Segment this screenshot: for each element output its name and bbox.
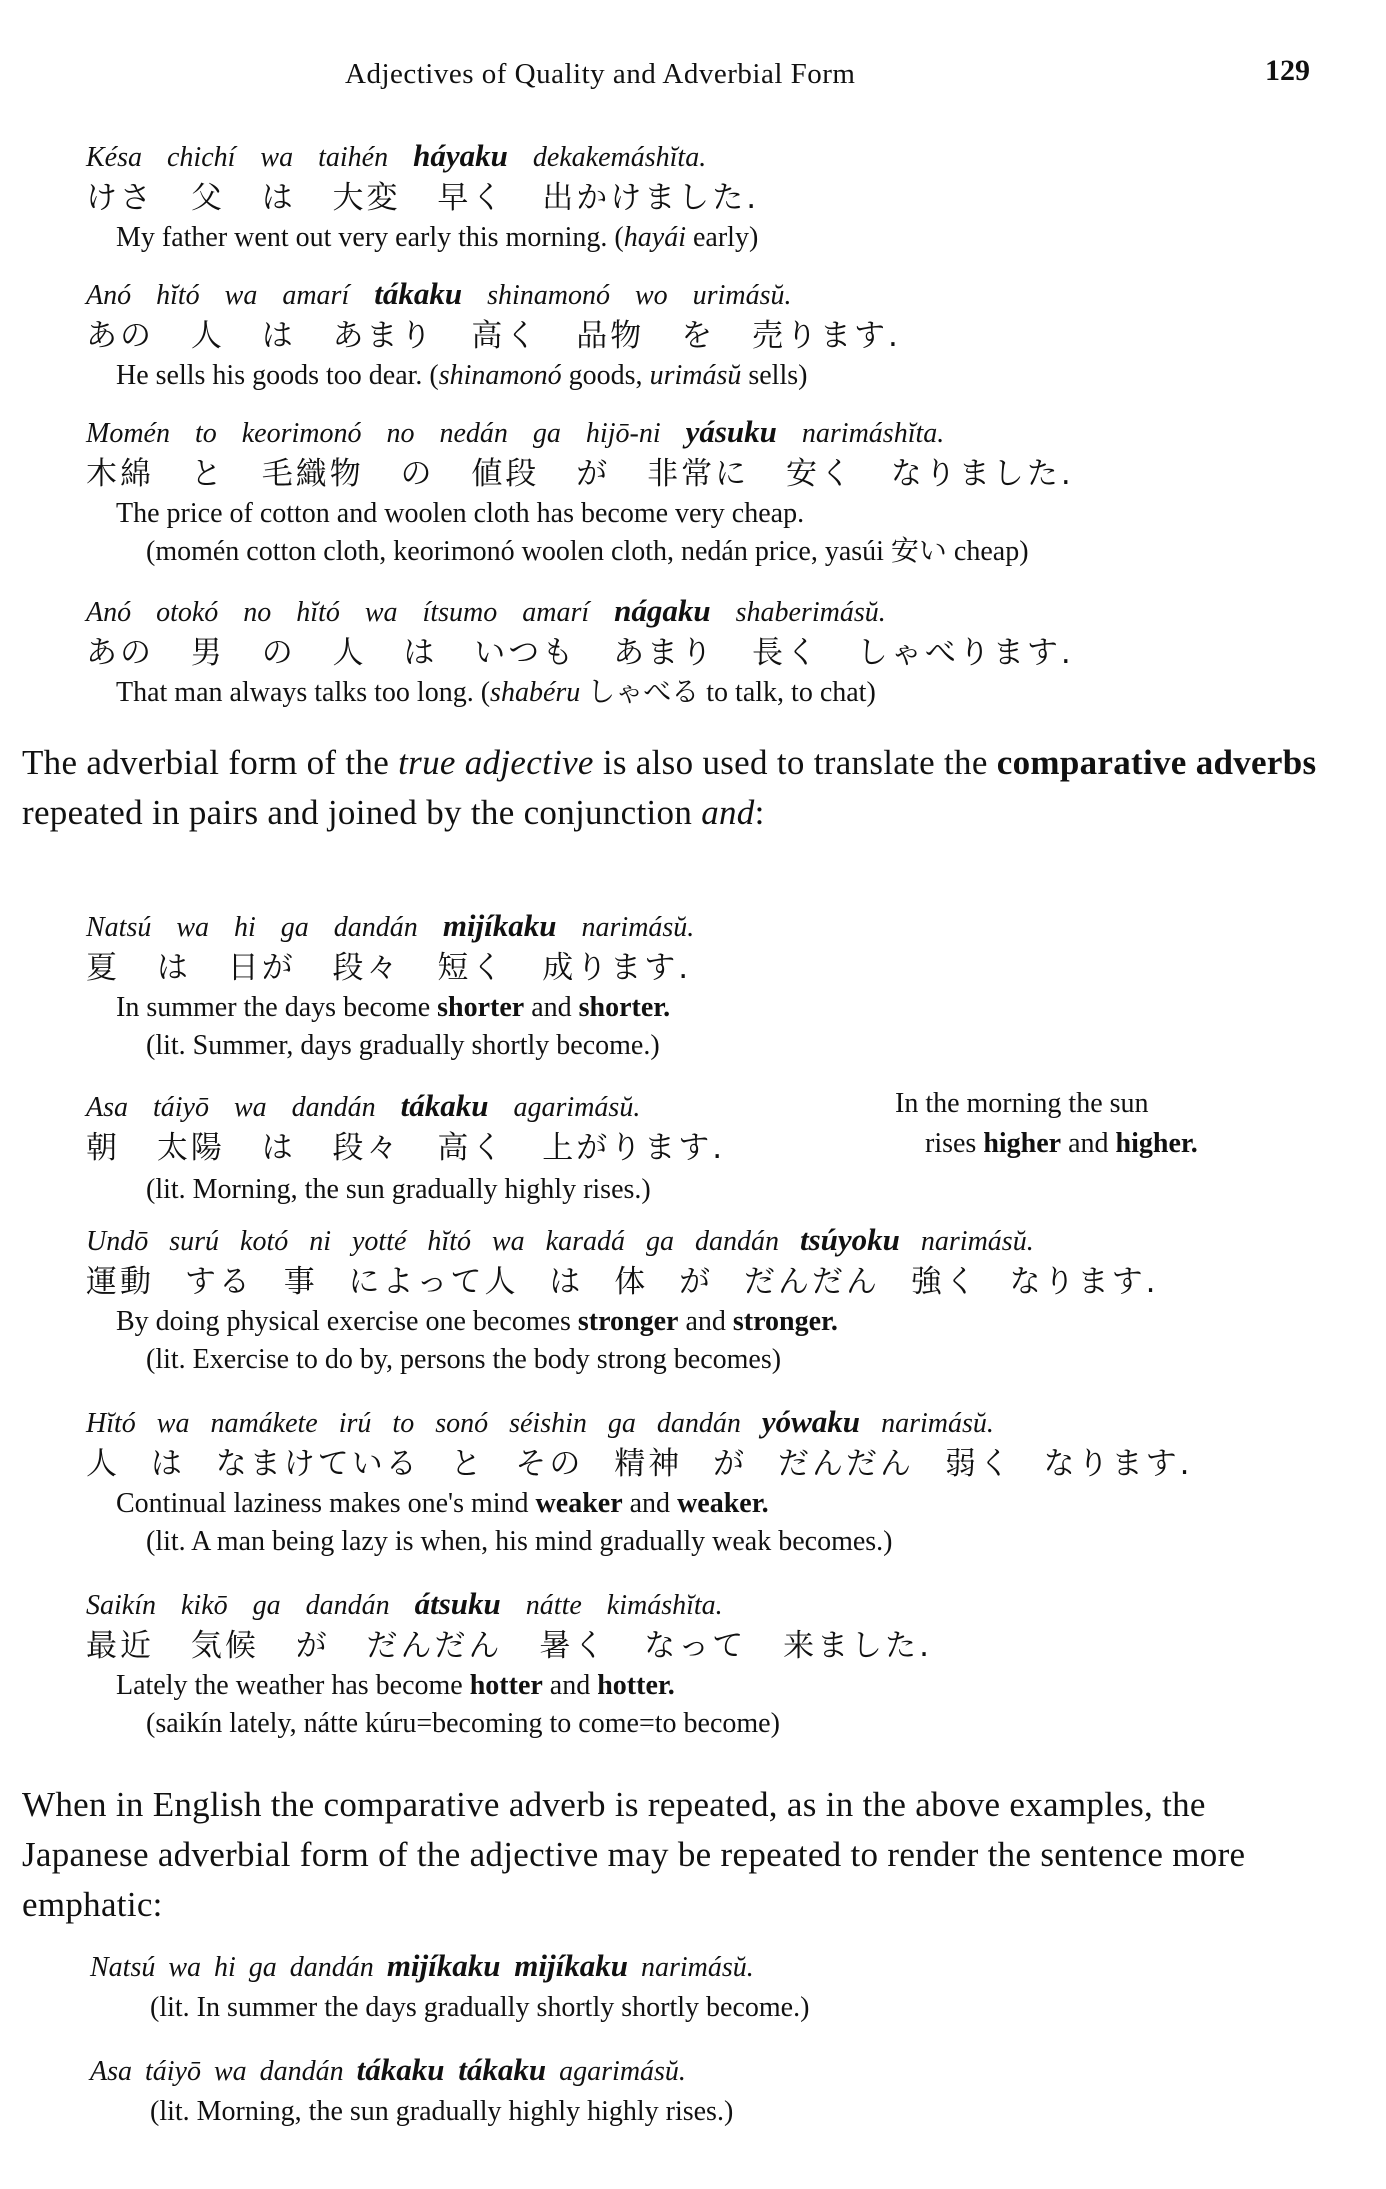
gloss-line: (lit. Exercise to do by, persons the body strong becomes) (146, 1344, 782, 1375)
romaji-line: Asa táiyō wa dandán tákaku tákaku agarimásŭ. (90, 2052, 686, 2087)
example-mijikaku (86, 908, 694, 1066)
running-header: Adjectives of Quality and Adverbial Form (345, 58, 856, 90)
english-line: By doing physical exercise one becomes stronger and stronger. (116, 1306, 838, 1337)
romaji-line: Asa táiyō wa dandán tákaku agarimásŭ. (86, 1088, 641, 1123)
example-takaku-2 (86, 1088, 725, 1210)
japanese-line: 木綿 と 毛織物 の 値段 が 非常に 安く なりました. (86, 456, 1074, 492)
english-line: The price of cotton and woolen cloth has become very cheap. (116, 498, 805, 529)
key-adverb: yásuku (685, 414, 777, 449)
gloss-line: (lit. Morning, the sun gradually highly highly rises.) (150, 2096, 734, 2127)
key-adverb: tákaku tákaku (356, 2052, 547, 2087)
gloss-line: (saikín lately, nátte kúru=becoming to come=to become) (146, 1708, 780, 1739)
english-line: Lately the weather has become hotter and hotter. (116, 1670, 675, 1701)
gloss-line: (momén cotton cloth, keorimonó woolen cloth, nedán price, yasúi 安い cheap) (146, 536, 1029, 567)
example-hayaku (86, 138, 759, 256)
romaji-line: Natsú wa hi ga dandán mijíkaku mijíkaku narimásŭ. (90, 1948, 754, 1983)
key-adverb: tákaku (400, 1088, 489, 1123)
example-tsuyoku (86, 1222, 1159, 1380)
english-line: My father went out very early this morning. (hayái early) (116, 222, 759, 253)
japanese-line: 最近 気候 が だんだん 暑く なって 来ました. (86, 1628, 932, 1664)
example-atsuku (86, 1586, 932, 1744)
japanese-line: けさ 父 は 大変 早く 出かけました. (86, 180, 760, 216)
romaji-line: Saikín kikō ga dandán átsuku nátte kimáshĭta. (86, 1586, 723, 1621)
english-line: Continual laziness makes one's mind weaker and weaker. (116, 1488, 769, 1519)
side-translation: In the morning the sun rises higher and higher. (895, 1088, 1198, 1159)
romaji-line: Hĭtó wa namákete irú to sonó séishin ga dandán yówaku narimásŭ. (86, 1404, 994, 1439)
gloss-line: (lit. Morning, the sun gradually highly rises.) (146, 1174, 651, 1205)
gloss-line: (lit. A man being lazy is when, his mind gradually weak becomes.) (146, 1526, 893, 1557)
example-yowaku (86, 1404, 1193, 1562)
explanation-paragraph: The adverbial form of the true adjective is also used to translate the comparative adverbs repeated in pairs and joined by the conjunction and: (22, 743, 1317, 832)
japanese-line: 夏 は 日が 段々 短く 成ります. (86, 950, 692, 986)
romaji-line: Késa chichí wa taihén háyaku dekakemáshĭta. (86, 138, 707, 173)
key-adverb: tsúyoku (799, 1222, 900, 1257)
japanese-line: 朝 太陽 は 段々 高く 上がります. (86, 1130, 726, 1166)
gloss-line: (lit. In summer the days gradually shortly shortly become.) (150, 1992, 810, 2023)
romaji-line: Undō surú kotó ni yotté hĭtó wa karadá ga dandán tsúyoku narimásŭ. (86, 1222, 1034, 1257)
japanese-line: あの 人 は あまり 高く 品物 を 売ります. (86, 318, 901, 354)
key-adverb: átsuku (414, 1586, 501, 1621)
japanese-line: 人 は なまけている と その 精神 が だんだん 弱く なります. (86, 1446, 1193, 1482)
emphasis-paragraph: When in English the comparative adverb is repeated, as in the above examples, the Japanese adverbial form of the adjective may be repeated to render the sentence more emphatic: (22, 1785, 1246, 1924)
english-line: That man always talks too long. (shabéru しゃべる to talk, to chat) (116, 677, 876, 708)
example-nagaku (86, 593, 1074, 711)
romaji-line: Natsú wa hi ga dandán mijíkaku narimásŭ. (86, 908, 695, 943)
key-adverb: mijíkaku mijíkaku (386, 1948, 628, 1983)
page-number: 129 (1265, 54, 1310, 87)
example-takaku (86, 276, 901, 394)
key-adverb: nágaku (614, 593, 711, 628)
key-adverb: yówaku (761, 1404, 861, 1439)
key-adverb: tákaku (374, 276, 463, 311)
example-mijikaku-repeated (90, 1948, 809, 2030)
japanese-line: あの 男 の 人 は いつも あまり 長く しゃべります. (86, 635, 1074, 671)
key-adverb: mijíkaku (442, 908, 557, 943)
english-line: He sells his goods too dear. (shinamonó goods, urimásŭ sells) (116, 360, 808, 391)
example-takaku-repeated (90, 2052, 733, 2134)
romaji-line: Anó otokó no hĭtó wa ítsumo amarí nágaku shaberimásŭ. (86, 593, 886, 628)
japanese-line: 運動 する 事 によって人 は 体 が だんだん 強く なります. (86, 1264, 1159, 1300)
english-line: In summer the days become shorter and shorter. (116, 992, 671, 1023)
romaji-line: Momén to keorimonó no nedán ga hijō-ni yásuku narimáshĭta. (86, 414, 945, 449)
romaji-line: Anó hĭtó wa amarí tákaku shinamonó wo urimásŭ. (86, 276, 792, 311)
key-adverb: háyaku (413, 138, 508, 173)
example-yasuku (86, 414, 1074, 572)
gloss-line: (lit. Summer, days gradually shortly become.) (146, 1030, 660, 1061)
